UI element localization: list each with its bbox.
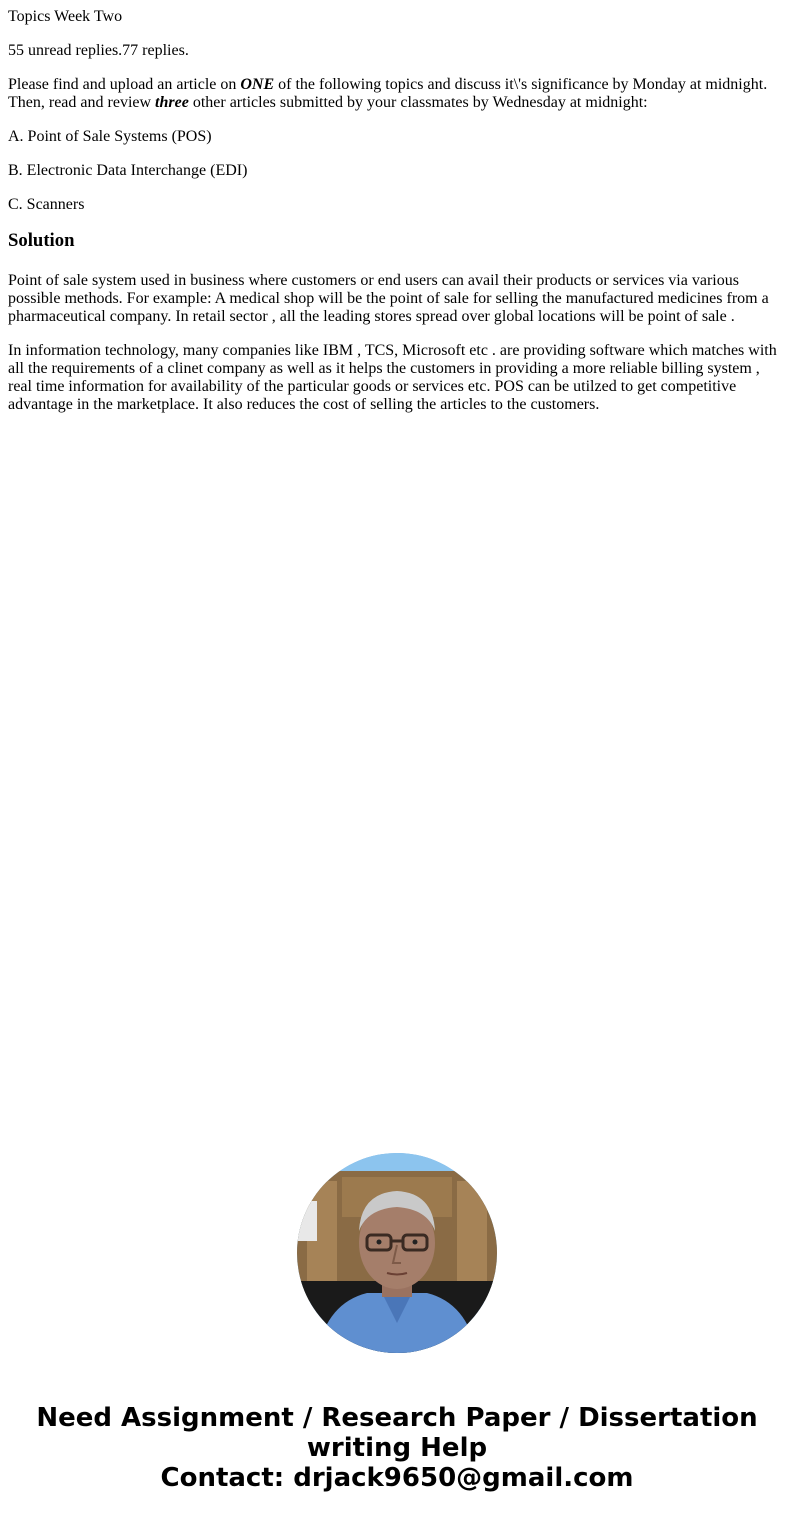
prompt-text-2: of the following topics and discuss it\'s significance by Monday at midnight. Then, read and review	[8, 76, 768, 111]
document-body	[8, 8, 786, 430]
person-photo-icon	[297, 1153, 497, 1353]
avatar	[297, 1153, 497, 1353]
topic-item: B. Electronic Data Interchange (EDI)	[8, 162, 248, 179]
reply-count: 55 unread replies.77 replies.	[8, 42, 189, 59]
solution-paragraph: In information technology, many companies like IBM , TCS, Microsoft etc . are providing software which matches with all the requirements of a clinet company as well as it helps the customers in providing a more reliable billing system , real time information for availability of the particular goods or services etc. POS can be utilzed to get competitive advantage in the marketplace. It also reduces the cost of selling the articles to the customers.	[8, 342, 777, 413]
prompt-text-3: other articles submitted by your classmates by Wednesday at midnight:	[188, 94, 648, 111]
topic-item: A. Point of Sale Systems (POS)	[8, 128, 212, 145]
topic-item: C. Scanners	[8, 196, 85, 213]
promo-line: writing Help	[306, 1433, 488, 1463]
promo-banner	[0, 1403, 794, 1493]
contact-email: Contact: drjack9650@gmail.com	[160, 1463, 634, 1493]
assignment-prompt	[8, 76, 786, 112]
prompt-emphasis-three: three	[155, 94, 189, 111]
solution-paragraph: Point of sale system used in business where customers or end users can avail their products or services via various possible methods. For example: A medical shop will be the point of sale for selling the manufactured medicines from a pharmaceutical company. In retail sector , all the leading stores spread over global locations will be point of sale .	[8, 272, 769, 325]
solution-heading: Solution	[8, 230, 75, 251]
prompt-emphasis-one: ONE	[240, 76, 275, 93]
page-title: Topics Week Two	[8, 8, 123, 25]
promo-line: Need Assignment / Research Paper / Dissertation	[36, 1403, 758, 1433]
prompt-text-1: Please find and upload an article on	[8, 76, 241, 93]
